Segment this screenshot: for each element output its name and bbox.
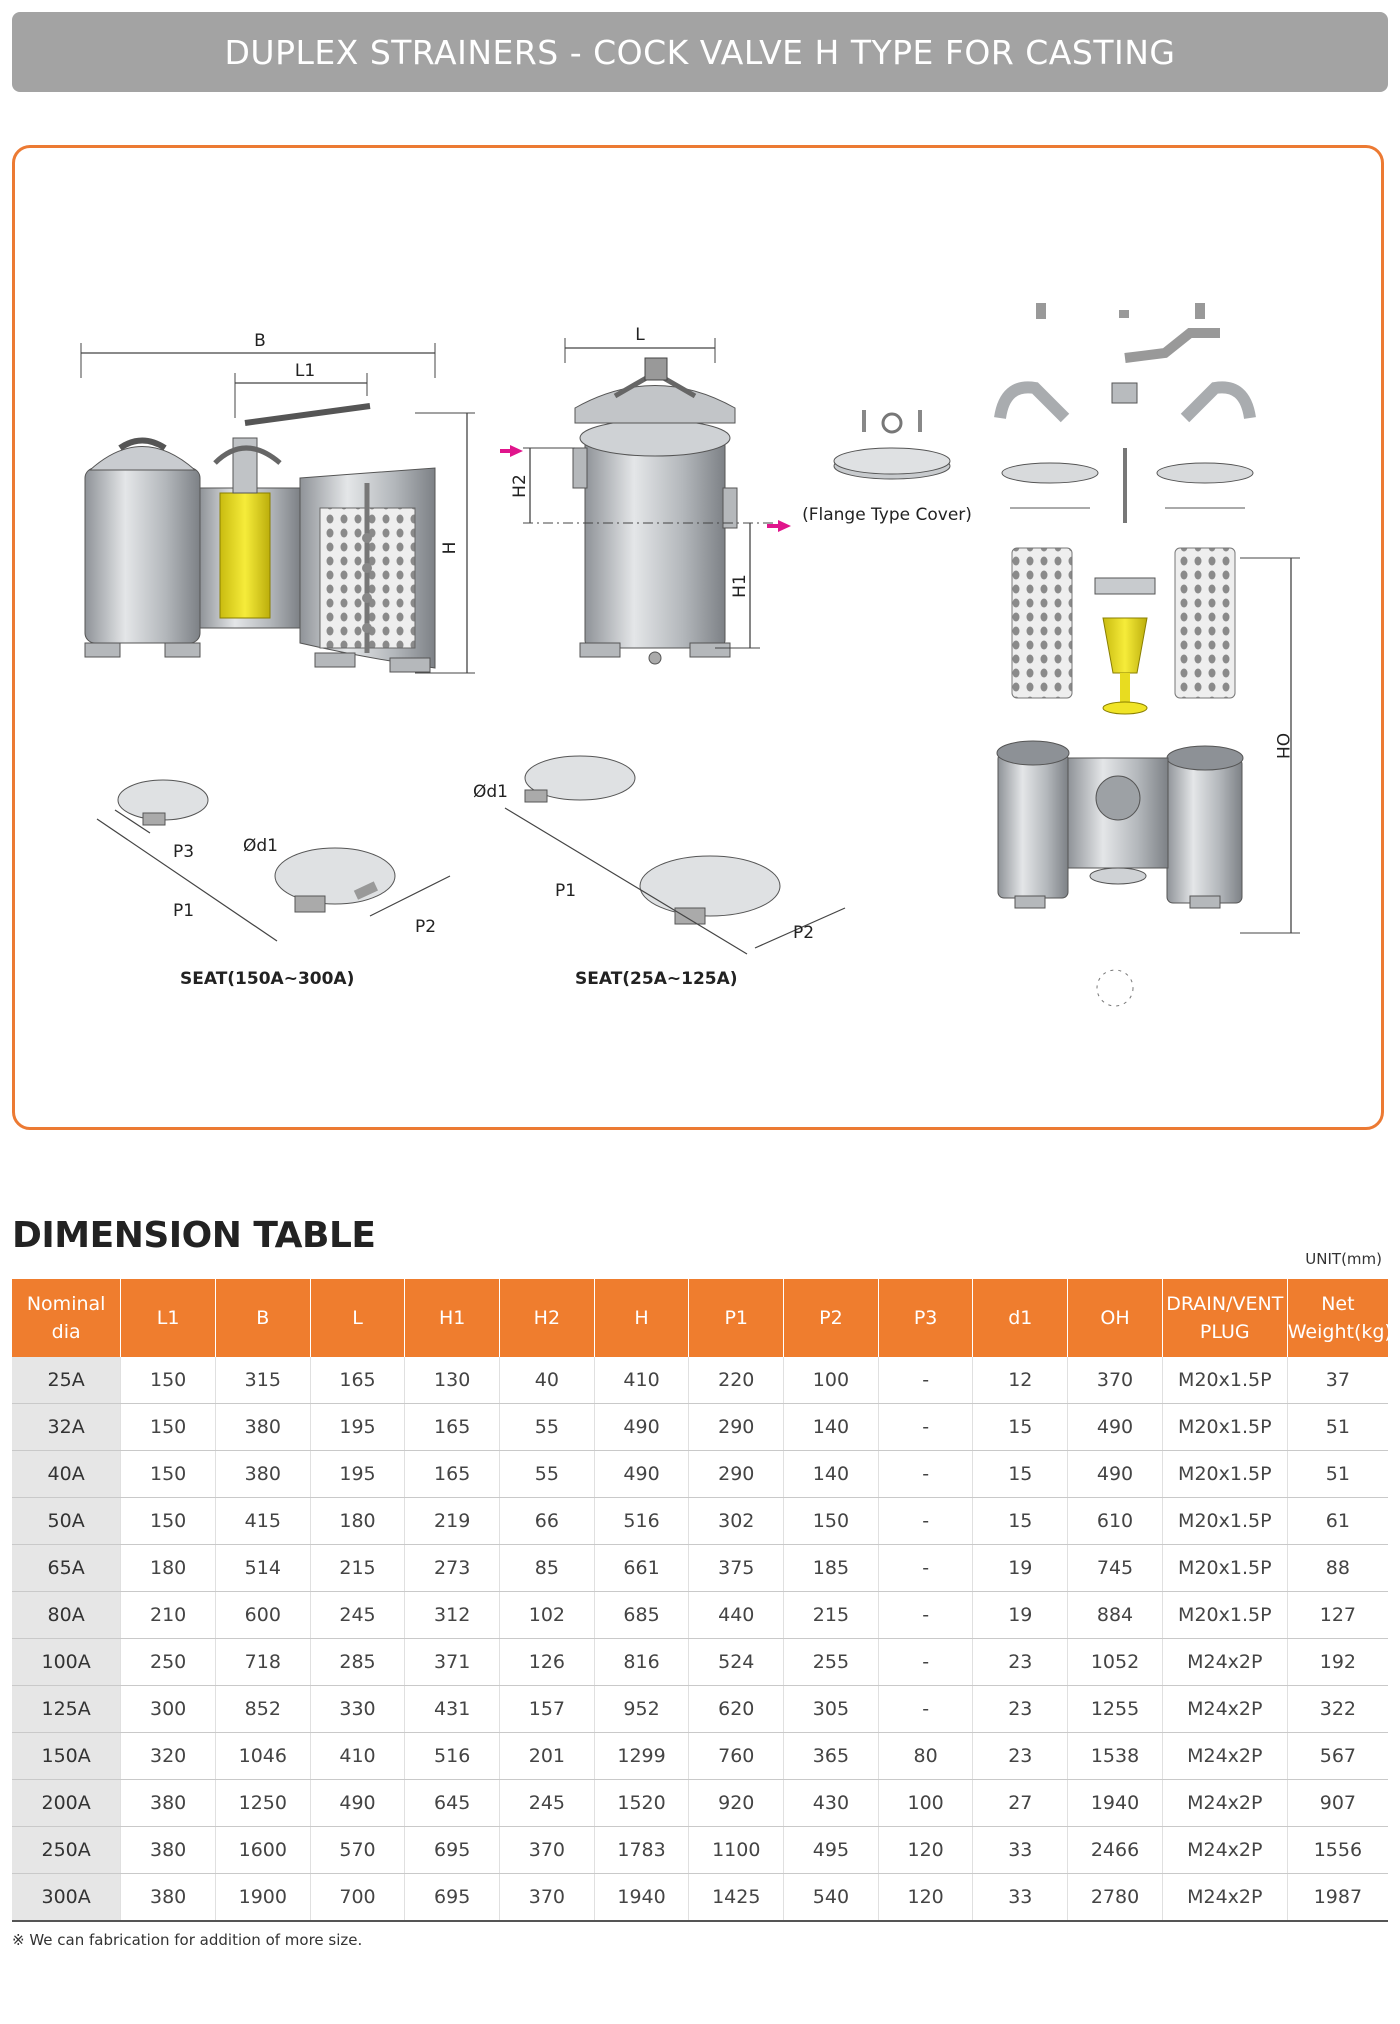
table-row <box>12 1357 1388 1404</box>
table-cell: 100 <box>784 1357 879 1404</box>
table-cell: 300 <box>121 1686 216 1733</box>
table-cell: 685 <box>594 1592 689 1639</box>
dim-l-label: L <box>635 325 645 345</box>
table-cell: 907 <box>1287 1780 1388 1827</box>
seat-small-caption: SEAT(25A~125A) <box>575 969 738 989</box>
table-cell: 157 <box>500 1686 595 1733</box>
column-header <box>973 1279 1068 1357</box>
row-label-cell: 250A <box>12 1827 121 1874</box>
table-cell: 1520 <box>594 1780 689 1827</box>
column-header <box>594 1279 689 1357</box>
table-cell: 1538 <box>1068 1733 1163 1780</box>
table-cell: 88 <box>1287 1545 1388 1592</box>
seat-large-diagram <box>97 780 450 989</box>
seat-large-caption: SEAT(150A~300A) <box>180 969 355 989</box>
table-cell: 245 <box>500 1780 595 1827</box>
table-cell: 370 <box>500 1874 595 1922</box>
column-header <box>121 1279 216 1357</box>
table-cell: M20x1.5P <box>1162 1404 1287 1451</box>
table-cell: 290 <box>689 1451 784 1498</box>
table-cell: 140 <box>784 1404 879 1451</box>
table-cell: M24x2P <box>1162 1780 1287 1827</box>
table-cell: 315 <box>215 1357 310 1404</box>
table-cell: 19 <box>973 1592 1068 1639</box>
table-cell: 15 <box>973 1404 1068 1451</box>
table-cell: 760 <box>689 1733 784 1780</box>
dim-l1-label: L1 <box>294 361 316 381</box>
table-cell: 745 <box>1068 1545 1163 1592</box>
column-header-line1: H1 <box>438 1307 466 1329</box>
table-cell: 380 <box>121 1874 216 1922</box>
table-cell: 165 <box>310 1357 405 1404</box>
seat-large-p3: P3 <box>173 842 195 862</box>
column-header <box>500 1279 595 1357</box>
table-cell: 380 <box>215 1451 310 1498</box>
unit-label: UNIT(mm) <box>1305 1250 1382 1268</box>
table-cell: 312 <box>405 1592 500 1639</box>
table-cell: M20x1.5P <box>1162 1451 1287 1498</box>
column-header-line1: DRAIN/VENT <box>1166 1293 1284 1315</box>
row-label-cell: 25A <box>12 1357 121 1404</box>
table-cell: 215 <box>784 1592 879 1639</box>
table-cell: 661 <box>594 1545 689 1592</box>
table-cell: - <box>878 1592 973 1639</box>
row-label-cell: 32A <box>12 1404 121 1451</box>
table-cell: 700 <box>310 1874 405 1922</box>
table-cell: 192 <box>1287 1639 1388 1686</box>
table-cell: 375 <box>689 1545 784 1592</box>
table-row <box>12 1498 1388 1545</box>
table-row <box>12 1733 1388 1780</box>
column-header-line1: Net <box>1321 1293 1355 1315</box>
column-header-line1: L1 <box>156 1307 180 1329</box>
table-cell: M24x2P <box>1162 1874 1287 1922</box>
column-header <box>405 1279 500 1357</box>
table-cell: M24x2P <box>1162 1686 1287 1733</box>
table-cell: 330 <box>310 1686 405 1733</box>
table-cell: 290 <box>689 1404 784 1451</box>
table-cell: M24x2P <box>1162 1639 1287 1686</box>
table-row <box>12 1545 1388 1592</box>
table-cell: 415 <box>215 1498 310 1545</box>
table-cell: - <box>878 1498 973 1545</box>
table-cell: 1987 <box>1287 1874 1388 1922</box>
table-cell: 852 <box>215 1686 310 1733</box>
table-cell: 718 <box>215 1639 310 1686</box>
table-cell: - <box>878 1404 973 1451</box>
dimension-table-title: DIMENSION TABLE <box>12 1215 376 1256</box>
table-cell: 15 <box>973 1498 1068 1545</box>
table-cell: - <box>878 1686 973 1733</box>
table-cell: 516 <box>594 1498 689 1545</box>
table-cell: 23 <box>973 1733 1068 1780</box>
table-cell: 567 <box>1287 1733 1388 1780</box>
table-cell: 695 <box>405 1874 500 1922</box>
table-cell: 165 <box>405 1451 500 1498</box>
table-cell: 180 <box>310 1498 405 1545</box>
table-cell: 490 <box>594 1404 689 1451</box>
table-cell: 490 <box>594 1451 689 1498</box>
column-header-line1: H2 <box>533 1307 561 1329</box>
row-label-cell: 80A <box>12 1592 121 1639</box>
table-cell: 380 <box>215 1404 310 1451</box>
table-cell: 219 <box>405 1498 500 1545</box>
table-cell: 495 <box>784 1827 879 1874</box>
page-title: DUPLEX STRAINERS - COCK VALVE H TYPE FOR CASTING <box>224 32 1176 72</box>
table-cell: 40 <box>500 1357 595 1404</box>
row-label-cell: 150A <box>12 1733 121 1780</box>
table-cell: 245 <box>310 1592 405 1639</box>
outlet-arrow-icon <box>778 520 791 532</box>
table-cell: - <box>878 1451 973 1498</box>
table-cell: 2780 <box>1068 1874 1163 1922</box>
table-cell: 380 <box>121 1827 216 1874</box>
table-cell: 600 <box>215 1592 310 1639</box>
table-header-row <box>12 1279 1388 1357</box>
table-cell: 490 <box>1068 1404 1163 1451</box>
table-cell: 285 <box>310 1639 405 1686</box>
table-cell: 920 <box>689 1780 784 1827</box>
row-label-cell: 40A <box>12 1451 121 1498</box>
table-cell: 185 <box>784 1545 879 1592</box>
table-cell: 1425 <box>689 1874 784 1922</box>
table-cell: 100 <box>878 1780 973 1827</box>
column-header-line2: dia <box>51 1321 81 1343</box>
table-cell: 431 <box>405 1686 500 1733</box>
table-cell: 371 <box>405 1639 500 1686</box>
table-cell: 19 <box>973 1545 1068 1592</box>
seat-small-diagram <box>473 756 845 989</box>
table-cell: 645 <box>405 1780 500 1827</box>
table-row <box>12 1686 1388 1733</box>
table-cell: 1255 <box>1068 1686 1163 1733</box>
table-cell: 130 <box>405 1357 500 1404</box>
flange-type-cover-label: (Flange Type Cover) <box>802 505 972 525</box>
dim-h2-label: H2 <box>510 474 530 498</box>
column-header <box>878 1279 973 1357</box>
table-cell: 380 <box>121 1780 216 1827</box>
table-cell: 1900 <box>215 1874 310 1922</box>
table-cell: 150 <box>121 1404 216 1451</box>
table-row <box>12 1827 1388 1874</box>
column-header <box>1068 1279 1163 1357</box>
table-cell: 150 <box>121 1357 216 1404</box>
table-cell: 150 <box>121 1498 216 1545</box>
dim-h-label: H <box>440 541 460 555</box>
column-header <box>689 1279 784 1357</box>
drawing-panel <box>12 145 1384 1130</box>
table-cell: 540 <box>784 1874 879 1922</box>
column-header <box>1162 1279 1287 1357</box>
column-header-line1: P1 <box>724 1307 749 1329</box>
table-cell: 150 <box>784 1498 879 1545</box>
seat-large-d1: Ød1 <box>243 836 278 856</box>
table-row <box>12 1639 1388 1686</box>
column-header-line2: Weight(kg) <box>1287 1321 1392 1343</box>
table-cell: 61 <box>1287 1498 1388 1545</box>
table-cell: 695 <box>405 1827 500 1874</box>
table-cell: 33 <box>973 1874 1068 1922</box>
table-cell: 365 <box>784 1733 879 1780</box>
table-cell: M24x2P <box>1162 1827 1287 1874</box>
table-cell: 12 <box>973 1357 1068 1404</box>
table-cell: 1556 <box>1287 1827 1388 1874</box>
seat-small-p2: P2 <box>793 923 815 943</box>
table-cell: 15 <box>973 1451 1068 1498</box>
table-cell: 195 <box>310 1451 405 1498</box>
side-view <box>500 325 791 664</box>
table-cell: 33 <box>973 1827 1068 1874</box>
footnote: ※ We can fabrication for addition of more size. <box>12 1931 363 1949</box>
table-cell: 524 <box>689 1639 784 1686</box>
table-cell: 55 <box>500 1451 595 1498</box>
table-cell: 220 <box>689 1357 784 1404</box>
column-header-line1: OH <box>1100 1307 1130 1329</box>
table-cell: M20x1.5P <box>1162 1357 1287 1404</box>
table-cell: 85 <box>500 1545 595 1592</box>
column-header-line1: Nominal <box>26 1293 106 1315</box>
table-cell: 180 <box>121 1545 216 1592</box>
column-header-line1: H <box>634 1307 649 1329</box>
table-cell: 884 <box>1068 1592 1163 1639</box>
table-cell: 302 <box>689 1498 784 1545</box>
column-header <box>1287 1279 1392 1357</box>
column-header-line1: L <box>352 1307 363 1329</box>
column-header <box>310 1279 405 1357</box>
dim-h1-label: H1 <box>730 574 750 598</box>
table-cell: 165 <box>405 1404 500 1451</box>
table-row <box>12 1592 1388 1639</box>
seat-small-p1: P1 <box>555 881 577 901</box>
row-label-cell: 125A <box>12 1686 121 1733</box>
table-cell: - <box>878 1545 973 1592</box>
table-row <box>12 1780 1388 1827</box>
column-header <box>12 1279 121 1357</box>
table-cell: 370 <box>1068 1357 1163 1404</box>
column-header <box>784 1279 879 1357</box>
table-cell: 440 <box>689 1592 784 1639</box>
table-cell: 322 <box>1287 1686 1388 1733</box>
seat-large-p1: P1 <box>173 901 195 921</box>
table-cell: 952 <box>594 1686 689 1733</box>
table-cell: 102 <box>500 1592 595 1639</box>
table-cell: 570 <box>310 1827 405 1874</box>
table-row <box>12 1451 1388 1498</box>
table-cell: 514 <box>215 1545 310 1592</box>
table-cell: 1100 <box>689 1827 784 1874</box>
table-cell: M20x1.5P <box>1162 1498 1287 1545</box>
table-cell: 1250 <box>215 1780 310 1827</box>
table-cell: 516 <box>405 1733 500 1780</box>
table-cell: 370 <box>500 1827 595 1874</box>
table-cell: 127 <box>1287 1592 1388 1639</box>
table-cell: 55 <box>500 1404 595 1451</box>
technical-drawing <box>15 148 1381 1127</box>
table-cell: 1940 <box>594 1874 689 1922</box>
table-cell: 1052 <box>1068 1639 1163 1686</box>
table-cell: 1046 <box>215 1733 310 1780</box>
table-row <box>12 1404 1388 1451</box>
table-cell: 430 <box>784 1780 879 1827</box>
table-cell: 255 <box>784 1639 879 1686</box>
table-row <box>12 1874 1388 1922</box>
column-header-line1: d1 <box>1008 1307 1033 1329</box>
column-header-line2: PLUG <box>1199 1321 1250 1343</box>
table-cell: 126 <box>500 1639 595 1686</box>
column-header-line1: P2 <box>819 1307 843 1329</box>
table-cell: 27 <box>973 1780 1068 1827</box>
row-label-cell: 100A <box>12 1639 121 1686</box>
row-label-cell: 65A <box>12 1545 121 1592</box>
table-cell: 195 <box>310 1404 405 1451</box>
table-body <box>12 1357 1388 1921</box>
title-bar <box>12 12 1388 92</box>
table-cell: 305 <box>784 1686 879 1733</box>
table-cell: 23 <box>973 1639 1068 1686</box>
table-cell: 320 <box>121 1733 216 1780</box>
table-cell: 610 <box>1068 1498 1163 1545</box>
flange-cover <box>802 410 972 525</box>
column-header-line1: B <box>256 1307 270 1329</box>
table-cell: 201 <box>500 1733 595 1780</box>
table-cell: 250 <box>121 1639 216 1686</box>
column-header-line1: P3 <box>913 1307 938 1329</box>
table-cell: 273 <box>405 1545 500 1592</box>
table-cell: 410 <box>594 1357 689 1404</box>
dim-oh-label: OH <box>1272 732 1292 760</box>
table-cell: M20x1.5P <box>1162 1592 1287 1639</box>
table-cell: 215 <box>310 1545 405 1592</box>
table-cell: 51 <box>1287 1451 1388 1498</box>
table-cell: 66 <box>500 1498 595 1545</box>
dim-b-label: B <box>254 331 266 351</box>
table-cell: 490 <box>1068 1451 1163 1498</box>
exploded-view <box>997 303 1300 1006</box>
seat-small-d1: Ød1 <box>473 782 508 802</box>
row-label-cell: 50A <box>12 1498 121 1545</box>
table-cell: 150 <box>121 1451 216 1498</box>
table-cell: 210 <box>121 1592 216 1639</box>
table-cell: 1299 <box>594 1733 689 1780</box>
row-label-cell: 200A <box>12 1780 121 1827</box>
table-cell: M24x2P <box>1162 1733 1287 1780</box>
table-cell: 1783 <box>594 1827 689 1874</box>
table-cell: 410 <box>310 1733 405 1780</box>
column-header <box>215 1279 310 1357</box>
table-cell: - <box>878 1639 973 1686</box>
table-cell: 140 <box>784 1451 879 1498</box>
duplex-strainer-view <box>81 331 475 673</box>
table-cell: 2466 <box>1068 1827 1163 1874</box>
table-cell: 620 <box>689 1686 784 1733</box>
table-cell: M20x1.5P <box>1162 1545 1287 1592</box>
table-cell: 816 <box>594 1639 689 1686</box>
table-cell: 1940 <box>1068 1780 1163 1827</box>
table-cell: 23 <box>973 1686 1068 1733</box>
table-cell: 37 <box>1287 1357 1388 1404</box>
table-cell: 490 <box>310 1780 405 1827</box>
dimension-table <box>12 1279 1392 1922</box>
row-label-cell: 300A <box>12 1874 121 1922</box>
table-cell: 80 <box>878 1733 973 1780</box>
table-cell: 120 <box>878 1874 973 1922</box>
table-cell: 120 <box>878 1827 973 1874</box>
table-cell: - <box>878 1357 973 1404</box>
seat-large-p2: P2 <box>415 917 437 937</box>
table-cell: 51 <box>1287 1404 1388 1451</box>
table-cell: 1600 <box>215 1827 310 1874</box>
